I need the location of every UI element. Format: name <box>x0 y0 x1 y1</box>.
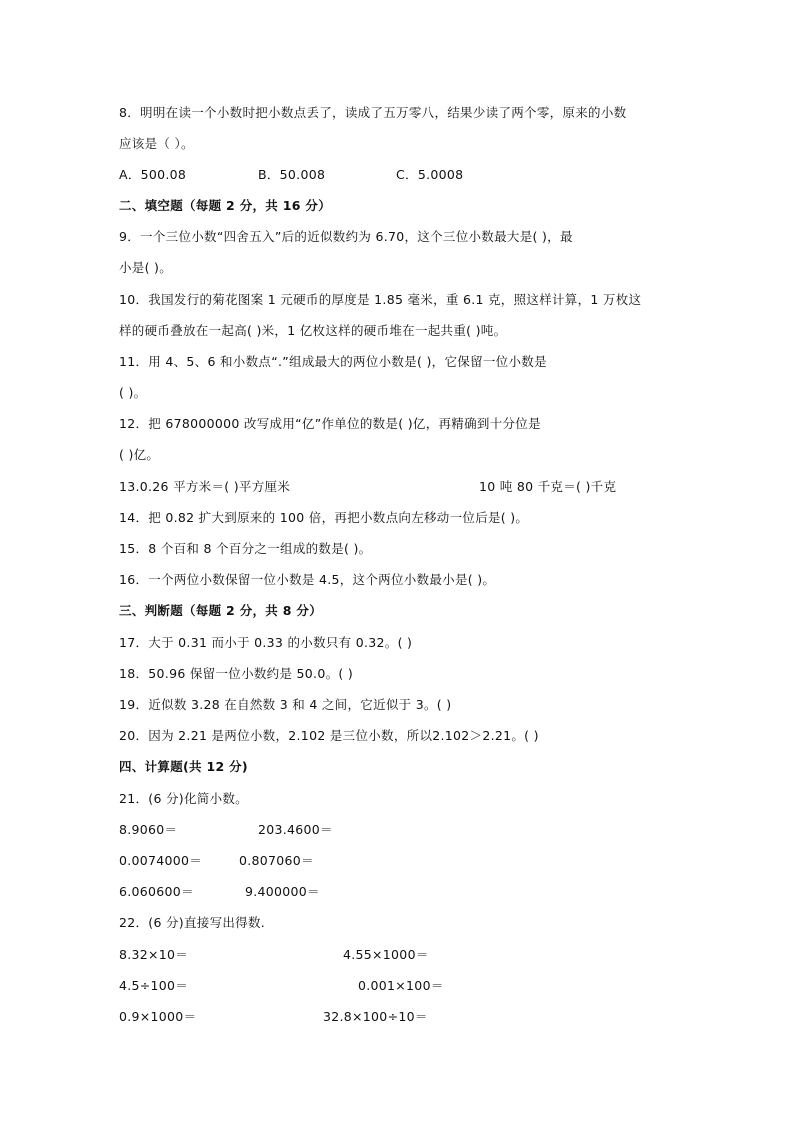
option-a: A．500.08 <box>119 167 187 182</box>
mental-math-item: 4.5÷100＝ <box>119 978 189 993</box>
mental-math-item: 0.9×1000＝ <box>119 1009 197 1024</box>
question-10-line-2: 样的硬币叠放在一起高( )米，1 亿枚这样的硬币堆在一起共重( )吨。 <box>119 323 507 338</box>
question-11-line-2: ( )。 <box>119 385 147 400</box>
simplify-item: 8.9060＝ <box>119 822 178 837</box>
question-13-part-2: 10 吨 80 千克＝( )千克 <box>479 479 617 494</box>
option-b: B．50.008 <box>258 167 326 182</box>
question-9-line-2: 小是( )。 <box>119 260 173 275</box>
section-heading-calculation: 四、计算题(共 12 分) <box>119 759 248 774</box>
question-11-line-1: 11．用 4、5、6 和小数点“.”组成最大的两位小数是( )，它保留一位小数是 <box>119 354 547 369</box>
simplify-item: 0.807060＝ <box>239 853 314 868</box>
question-20: 20．因为 2.21 是两位小数，2.102 是三位小数，所以2.102＞2.21。( ) <box>119 728 539 743</box>
question-10-line-1: 10．我国发行的菊花图案 1 元硬币的厚度是 1.85 毫米，重 6.1 克，照这样计算，1 万枚这 <box>119 292 642 307</box>
mental-math-item: 8.32×10＝ <box>119 947 189 962</box>
simplify-item: 6.060600＝ <box>119 884 194 899</box>
mental-math-item: 4.55×1000＝ <box>343 947 429 962</box>
question-15: 15．8 个百和 8 个百分之一组成的数是( )。 <box>119 541 372 556</box>
mental-math-item: 0.001×100＝ <box>358 978 444 993</box>
question-18: 18．50.96 保留一位小数约是 50.0。( ) <box>119 666 353 681</box>
question-13-part-1: 13.0.26 平方米＝( )平方厘米 <box>119 479 291 494</box>
question-14: 14．把 0.82 扩大到原来的 100 倍，再把小数点向左移动一位后是( )。 <box>119 510 529 525</box>
simplify-item: 0.0074000＝ <box>119 853 203 868</box>
simplify-item: 9.400000＝ <box>245 884 320 899</box>
question-21-title: 21．(6 分)化简小数。 <box>119 791 248 806</box>
question-22-title: 22．(6 分)直接写出得数. <box>119 915 266 930</box>
option-c: C．5.0008 <box>396 167 464 182</box>
question-9-line-1: 9．一个三位小数“四舍五入”后的近似数约为 6.70，这个三位小数最大是( )，最 <box>119 229 573 244</box>
question-8-line-1: 8．明明在读一个小数时把小数点丢了，读成了五万零八，结果少读了两个零，原来的小数 <box>119 105 627 120</box>
question-16: 16．一个两位小数保留一位小数是 4.5，这个两位小数最小是( )。 <box>119 572 496 587</box>
question-12-line-1: 12．把 678000000 改写成用“亿”作单位的数是( )亿，再精确到十分位是 <box>119 416 541 431</box>
question-19: 19．近似数 3.28 在自然数 3 和 4 之间，它近似于 3。( ) <box>119 697 452 712</box>
question-12-line-2: ( )亿。 <box>119 447 160 462</box>
section-heading-true-false: 三、判断题（每题 2 分，共 8 分） <box>119 603 323 618</box>
mental-math-item: 32.8×100÷10＝ <box>323 1009 428 1024</box>
section-heading-fill-blank: 二、填空题（每题 2 分，共 16 分） <box>119 198 332 213</box>
question-17: 17．大于 0.31 而小于 0.33 的小数只有 0.32。( ) <box>119 635 413 650</box>
simplify-item: 203.4600＝ <box>258 822 333 837</box>
question-8-line-2: 应该是（ ）。 <box>119 136 194 151</box>
